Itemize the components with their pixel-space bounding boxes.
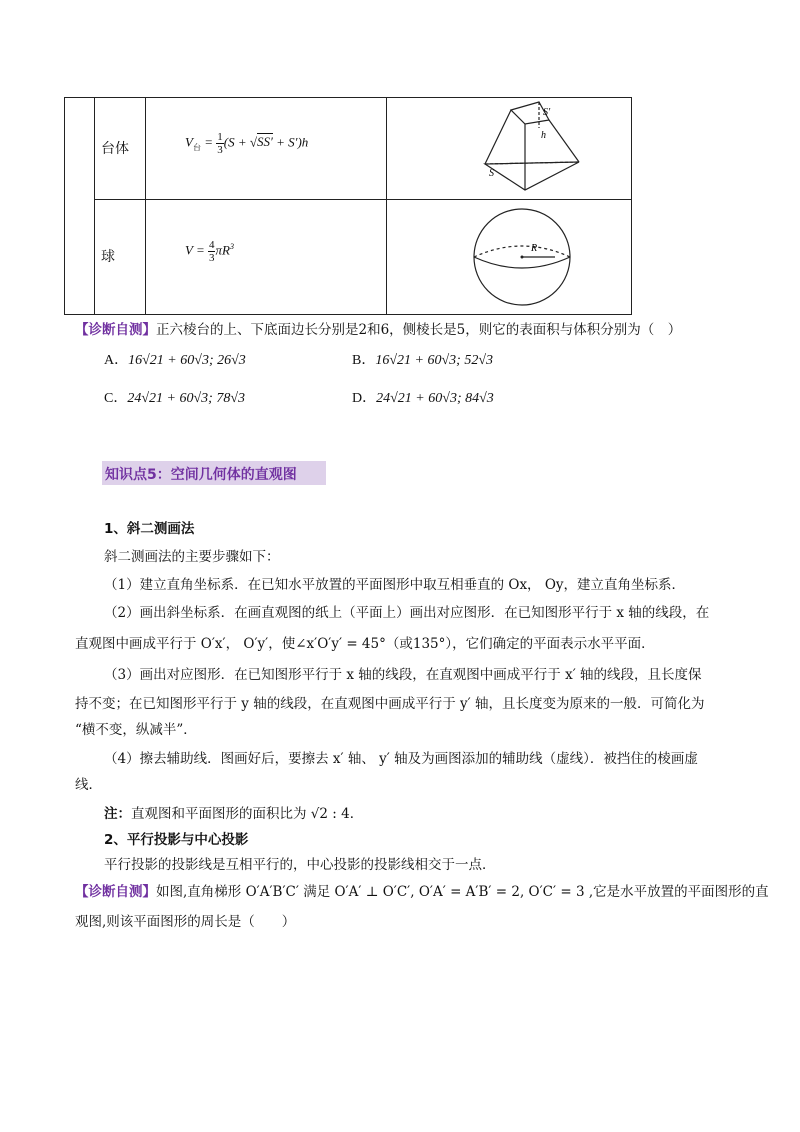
knowledge-point-title: 知识点5：空间几何体的直观图 [105, 467, 297, 483]
note-text: 直观图和平面图形的面积比为 √2 : 4． [131, 806, 364, 822]
table-row-name: 台体 [101, 141, 129, 157]
volume-formula-table [64, 97, 632, 315]
note-label: 注： [104, 806, 131, 822]
frustum-volume-formula: $V_台$ = $\frac{1}{3}$ (S + √SS′ + S′)h [185, 131, 309, 156]
table-divider [386, 98, 387, 314]
question-1-text: 正六棱台的上、下底面边长分别是2和6，侧棱长是5，则它的表面积与体积分别为（ ） [156, 322, 682, 338]
paragraph: （2）画出斜坐标系．在画直观图的纸上（平面上）画出对应图形．在已知图形平行于 x 轴的线段，在 [104, 605, 710, 621]
paragraph: （3）画出对应图形．在已知图形平行于 x 轴的线段，在直观图中画成平行于 x′ 轴的线段，且长度保 [104, 667, 702, 683]
table-row-divider [94, 199, 631, 200]
section-heading: 2、平行投影与中心投影 [104, 832, 249, 848]
knowledge-point-banner [102, 461, 326, 485]
paragraph: 持不变；在已知图形平行于 y 轴的线段，在直观图中画成平行于 y′ 轴，且长度变为原来的一般．可简化为 [75, 696, 705, 712]
section-heading: 1、斜二测画法 [104, 521, 195, 537]
table-divider [145, 98, 146, 314]
table-row-name: 球 [101, 249, 115, 265]
paragraph: 线． [75, 777, 102, 793]
svg-text:S′: S′ [543, 107, 551, 118]
paragraph: （1）建立直角坐标系．在已知水平放置的平面图形中取互相垂直的 Ox， Oy，建立直角坐标系． [104, 577, 686, 593]
question-1 [75, 318, 681, 338]
table-divider [94, 98, 95, 314]
option-d: D．24√21 + 60√3; 84√3 [352, 391, 494, 406]
note [104, 802, 363, 822]
svg-text:S: S [489, 168, 494, 179]
paragraph: （4）擦去辅助线．图画好后，要擦去 x′ 轴、 y′ 轴及为画图添加的辅助线（虚线）．被挡住的棱画虚 [104, 751, 698, 767]
question-2-text-cont: 观图,则该平面图形的周长是（ ） [75, 914, 296, 930]
frustum-figure [479, 98, 589, 193]
paragraph: 平行投影的投影线是互相平行的，中心投影的投影线相交于一点． [104, 857, 496, 873]
paragraph: 斜二测画法的主要步骤如下： [104, 549, 280, 565]
question-2 [75, 880, 769, 900]
option-b: B．16√21 + 60√3; 52√3 [352, 353, 494, 368]
diagnosis-tag: 【诊断自测】 [75, 884, 156, 900]
paragraph: “横不变，纵减半”． [75, 722, 197, 738]
diagnosis-tag: 【诊断自测】 [75, 322, 156, 338]
option-a: A．16√21 + 60√3; 26√3 [104, 353, 246, 368]
sphere-figure [469, 204, 575, 310]
question-2-text: 如图,直角梯形 O′A′B′C′ 满足 O′A′ ⊥ O′C′, O′A′ = A′B′ = 2, O′C′ = 3 ,它是水平放置的平面图形的直 [156, 884, 769, 900]
paragraph: 直观图中画成平行于 O′x′， O′y′，使∠x′O′y′ = 45°（或135°），它们确定的平面表示水平平面． [75, 636, 655, 652]
svg-text:h: h [541, 130, 546, 141]
sphere-volume-formula: V = $\frac{4}{3}$ $\pi R^3$ [185, 239, 234, 264]
svg-text:R: R [531, 243, 538, 254]
option-c: C．24√21 + 60√3; 78√3 [104, 391, 246, 406]
